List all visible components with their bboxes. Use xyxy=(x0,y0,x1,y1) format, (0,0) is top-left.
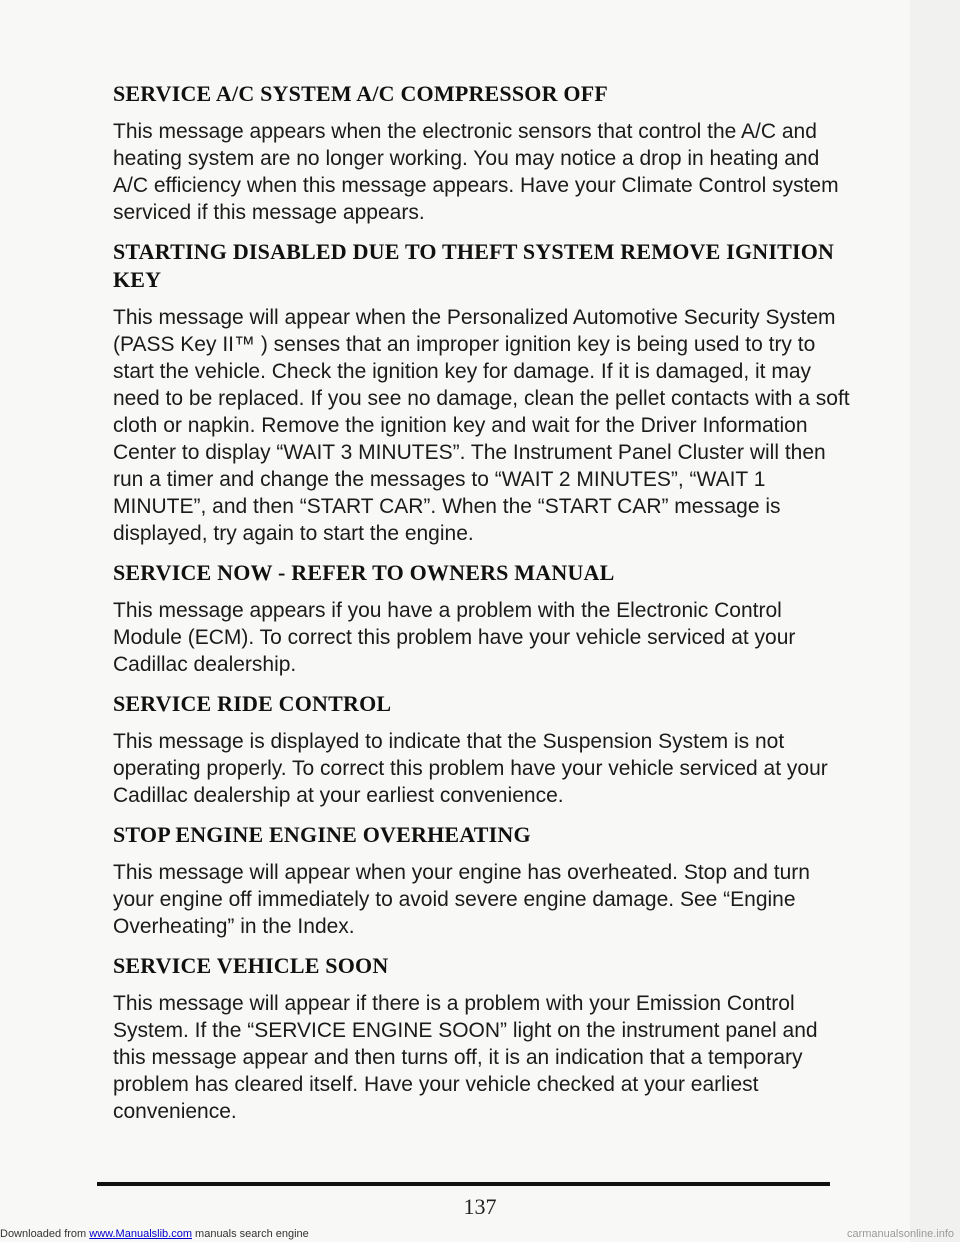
section-heading: STARTING DISABLED DUE TO THEFT SYSTEM REMOVE IGNITION KEY xyxy=(113,239,835,292)
banner-prefix: Downloaded from xyxy=(0,1228,90,1240)
section-heading: SERVICE NOW - REFER TO OWNERS MANUAL xyxy=(113,560,615,585)
banner-suffix: manuals search engine xyxy=(191,1228,309,1240)
section-body: This message appears when the electronic sensors that control the A/C and heating system are no longer working. You may notice a drop in heating and A/C efficiency when this message appears. Have your Climate Control system serviced if this message appears. xyxy=(113,120,839,224)
section-heading: SERVICE RIDE CONTROL xyxy=(113,691,392,716)
section-body: This message will appear if there is a problem with your Emission Control System. If the “SERVICE ENGINE SOON” light on the instrument panel and this message appear and then turns off, it is an indication that a temporary problem has cleared itself. Have your vehicle checked at your earliest convenience. xyxy=(113,992,818,1123)
section-service-vehicle-soon xyxy=(113,952,853,1125)
watermark: carmanualsonline.info xyxy=(846,1228,954,1240)
section-service-ac xyxy=(113,80,853,226)
section-heading: SERVICE A/C SYSTEM A/C COMPRESSOR OFF xyxy=(113,81,608,106)
section-heading: STOP ENGINE ENGINE OVERHEATING xyxy=(113,822,531,847)
page-content xyxy=(113,80,853,1137)
download-banner xyxy=(0,1226,309,1242)
section-starting-disabled xyxy=(113,238,853,547)
section-body: This message appears if you have a problem with the Electronic Control Module (ECM). To correct this problem have your vehicle serviced at your Cadillac dealership. xyxy=(113,599,796,676)
section-body: This message is displayed to indicate that the Suspension System is not operating properly. To correct this problem have your vehicle serviced at your Cadillac dealership at your earliest convenience. xyxy=(113,730,828,807)
footer-rule xyxy=(97,1182,830,1186)
section-heading: SERVICE VEHICLE SOON xyxy=(113,953,389,978)
section-body: This message will appear when your engine has overheated. Stop and turn your engine off immediately to avoid severe engine damage. See “Engine Overheating” in the Index. xyxy=(113,861,810,938)
page-number: 137 xyxy=(463,1194,497,1219)
section-body: This message will appear when the Personalized Automotive Security System (PASS Key II™ ) senses that an improper ignition key is being used to try to start the vehicle. Check the ignition key for damage. If it is damaged, it may need to be replaced. If you see no damage, clean the pellet contacts with a soft cloth or napkin. Remove the ignition key and wait for the Driver Information Center to display “WAIT 3 MINUTES”. The Instrument Panel Cluster will then run a timer and change the messages to “WAIT 2 MINUTES”, “WAIT 1 MINUTE”, and then “START CAR”. When the “START CAR” message is displayed, try again to start the engine. xyxy=(113,306,850,545)
section-stop-engine xyxy=(113,821,853,940)
section-service-now xyxy=(113,559,853,678)
manualslib-link[interactable]: www.Manualslib.com xyxy=(89,1228,192,1240)
page-edge-shadow xyxy=(910,0,960,1242)
section-service-ride-control xyxy=(113,690,853,809)
